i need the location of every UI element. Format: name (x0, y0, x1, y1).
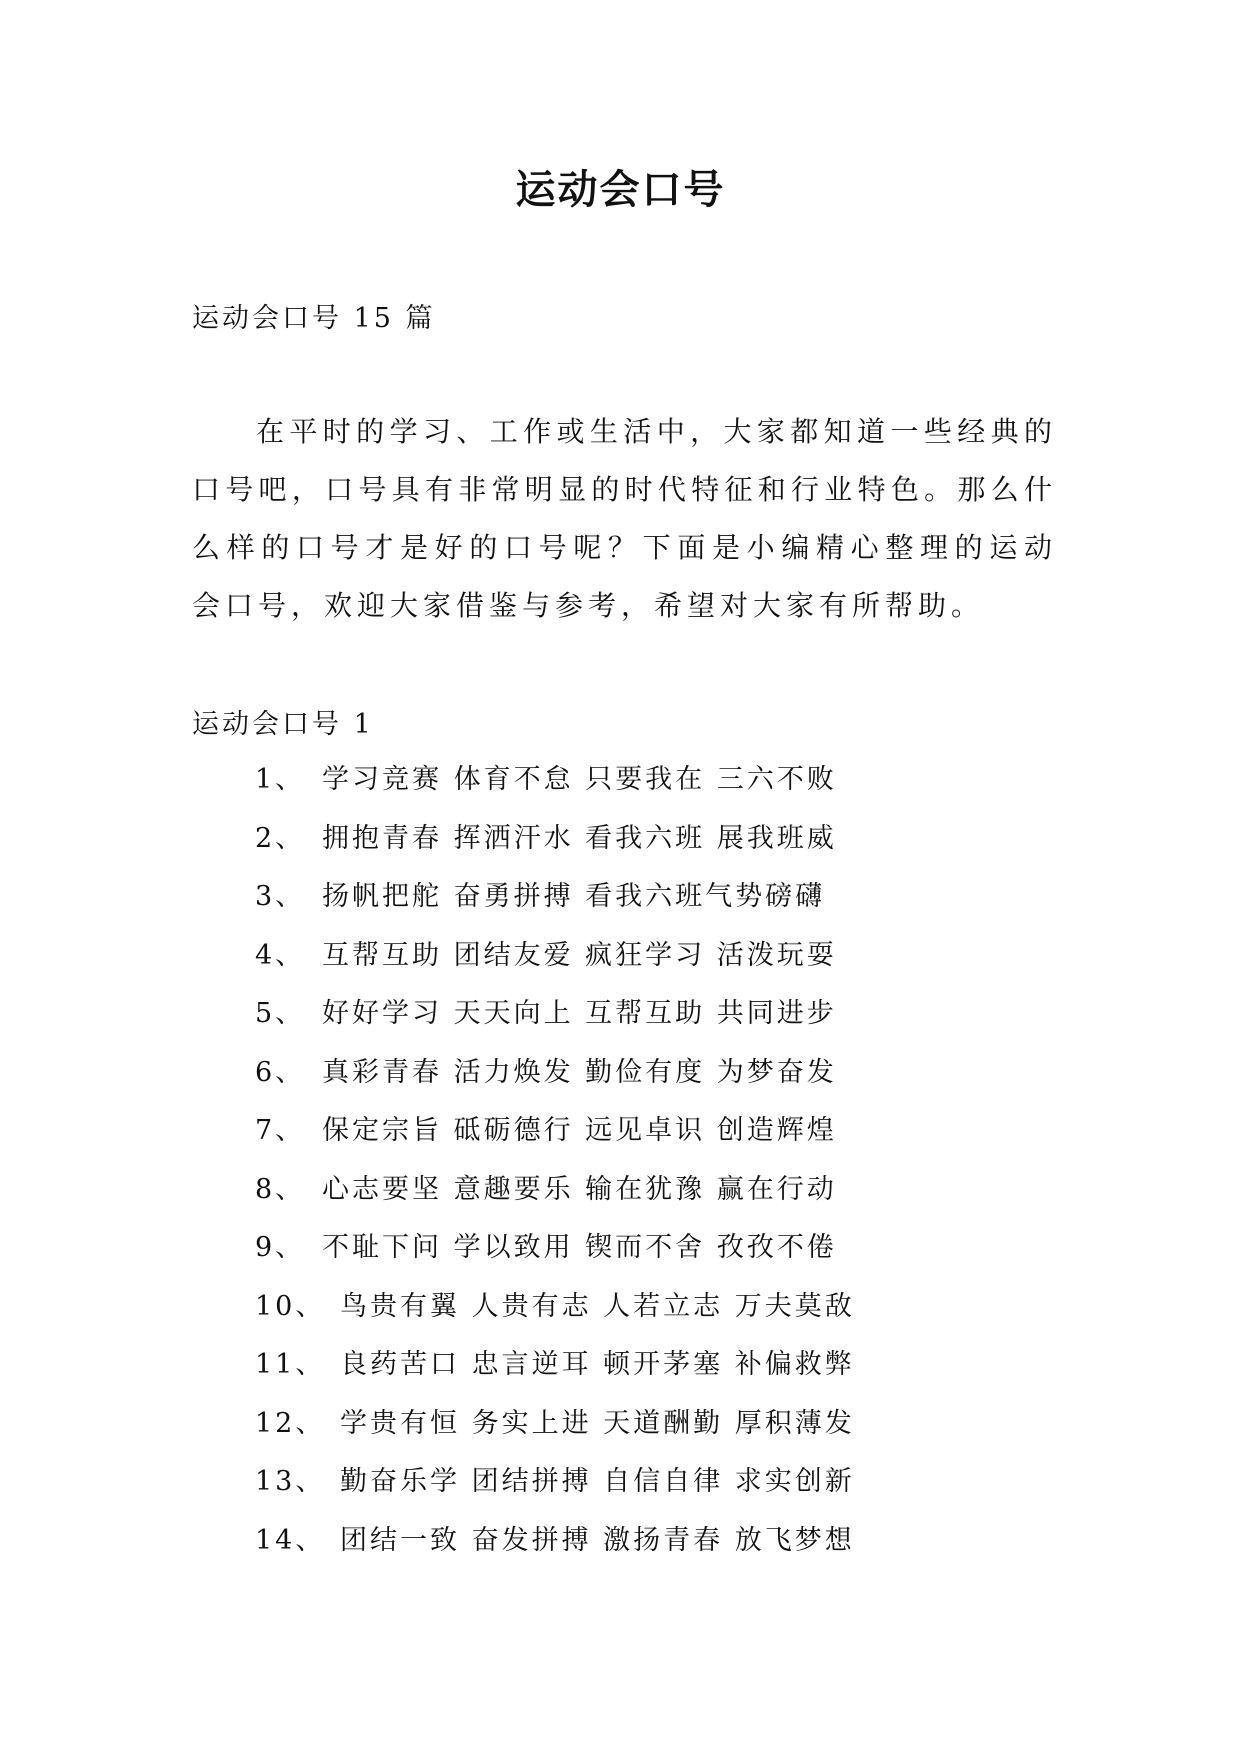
list-item-text: 心志要坚 意趣要乐 输在犹豫 赢在行动 (322, 1173, 837, 1205)
intro-line: 会口号，欢迎大家借鉴与参考，希望对大家有所帮助。 (192, 589, 985, 622)
list-item-text: 拥抱青春 挥洒汗水 看我六班 展我班威 (322, 822, 837, 854)
list-item-number: 14、 (255, 1524, 326, 1556)
list-item-text: 真彩青春 活力焕发 勤俭有度 为梦奋发 (322, 1056, 837, 1088)
list-item-number: 13、 (255, 1466, 326, 1497)
list-item (255, 1109, 855, 1168)
list-item-text: 学贵有恒 务实上进 天道酬勤 厚积薄发 (340, 1407, 855, 1439)
list-item-number: 7、 (255, 1115, 306, 1146)
list-item (255, 934, 855, 993)
list-item (255, 1226, 855, 1285)
list-item (255, 1051, 855, 1110)
section-heading: 运动会口号 1 (192, 709, 374, 740)
list-item-text: 互帮互助 团结友爱 疯狂学习 活泼玩耍 (322, 939, 837, 971)
list-item (255, 875, 855, 934)
list-item-text: 扬帆把舵 奋勇拼搏 看我六班气势磅礴 (322, 881, 826, 912)
list-item (255, 817, 855, 876)
list-item-text: 保定宗旨 砥砺德行 远见卓识 创造辉煌 (322, 1115, 837, 1146)
intro-line: 么样的口号才是好的口号呢？下面是小编精心整理的运动 (192, 531, 1052, 564)
intro-paragraph (192, 410, 1052, 642)
list-item (255, 758, 855, 817)
list-item-number: 4、 (255, 939, 306, 971)
list-item-number: 8、 (255, 1173, 306, 1205)
list-item-number: 9、 (255, 1232, 306, 1263)
list-item-number: 10、 (255, 1290, 326, 1322)
list-item-number: 6、 (255, 1056, 306, 1088)
intro-line: 在平时的学习、工作或生活中，大家都知道一些经典的 (256, 415, 1052, 448)
list-item (255, 1168, 855, 1227)
list-item-text: 鸟贵有翼 人贵有志 人若立志 万夫莫敌 (340, 1290, 855, 1322)
intro-line: 口号吧，口号具有非常明显的时代特征和行业特色。那么什 (192, 473, 1052, 506)
list-item-text: 学习竞赛 体育不怠 只要我在 三六不败 (322, 764, 837, 795)
list-item-text: 不耻下问 学以致用 锲而不舍 孜孜不倦 (322, 1232, 837, 1263)
list-item-number: 1、 (255, 764, 306, 795)
slogan-list (255, 758, 855, 1577)
list-item (255, 1285, 855, 1344)
list-item-number: 2、 (255, 822, 306, 854)
list-item (255, 1519, 855, 1578)
list-item-text: 勤奋乐学 团结拼搏 自信自律 求实创新 (340, 1466, 855, 1497)
list-item (255, 1402, 855, 1461)
list-item-number: 11、 (255, 1349, 326, 1380)
list-item-text: 好好学习 天天向上 互帮互助 共同进步 (322, 998, 837, 1029)
list-item-number: 3、 (255, 881, 306, 912)
list-item-number: 5、 (255, 998, 306, 1029)
list-item (255, 992, 855, 1051)
document-title: 运动会口号 (515, 166, 726, 213)
list-item-number: 12、 (255, 1407, 326, 1439)
list-item (255, 1460, 855, 1519)
document-subtitle: 运动会口号 15 篇 (192, 303, 436, 334)
list-item-text: 良药苦口 忠言逆耳 顿开茅塞 补偏救弊 (340, 1349, 855, 1380)
list-item (255, 1343, 855, 1402)
list-item-text: 团结一致 奋发拼搏 激扬青春 放飞梦想 (340, 1524, 855, 1556)
